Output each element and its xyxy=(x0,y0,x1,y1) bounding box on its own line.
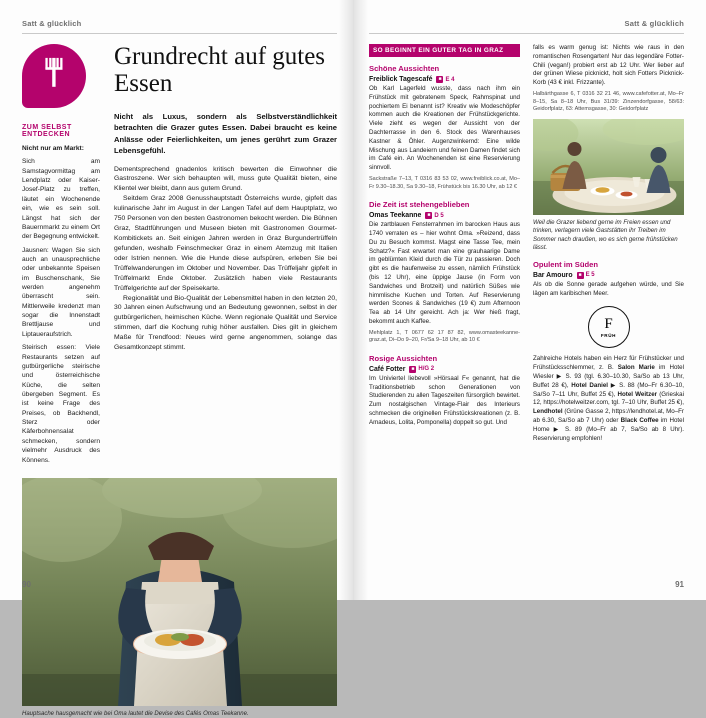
divider-right xyxy=(369,33,684,34)
divider-left xyxy=(22,33,337,34)
hotel-name: Hotel Weitzer xyxy=(617,390,658,398)
poi-paragraph: Im Univiertel liebevoll »Hörsaal F« genannt, hat die Traditionsbetrieb schon Generationen von Studierenden zu allen Tageszeiten fürsorglich bewirtet. Zum nostalgischen Vintage-Flair des Interieurs schmecken die originellen Frühstückskreationen (z. B. Amadeus, Lolita, Pomponella) doppelt so gut. Und xyxy=(369,374,520,426)
poi-description-freiblick xyxy=(369,85,520,191)
poi-omas-teekanne xyxy=(369,212,520,219)
body-paragraph: Dementsprechend gnadenlos kritisch bewerten die Einwohner die Gastroszene. Wer sich behaupten will, muss gute Qualität bieten, eine Klientel wer bleibt, dann aus gutem Grund. xyxy=(114,165,337,193)
left-sidebar xyxy=(22,44,100,469)
poi-bar-amouro xyxy=(533,272,684,279)
gutter-shadow-right xyxy=(354,0,368,600)
hotel-name: Lendhotel xyxy=(533,408,563,416)
poi-description-omas-teekanne xyxy=(369,221,520,345)
running-head-left-text: Satt & glücklich xyxy=(22,18,82,28)
poi-name: Freiblick Tagescafé xyxy=(369,76,433,83)
poi-name: Omas Teekanne xyxy=(369,212,422,220)
body-paragraph: Seitdem Graz 2008 Genusshauptstadt Österreichs wurde, gipfelt das kulinarische Jahr im August in der Langen Tafel auf dem Hauptplatz, wo 750 Personen von den besten Gastronomen bekocht werden. Die Bühnen Graz, Stadtführungen und Museen bieten mit Gastronomen Gourmet-Kombitickets an. Seit einigen Jahren werden in Graz Burgundertrüffeln gefunden, weshalb Feinschmecker Graz in einem Atemzug mit Italien oder Istrien nennen. Wie die Hunde diese aufspüren, erleben Sie bei Trüffelwanderungen im Oktober und November. Das Trüffeljahr gipfelt in Trüffelmarkt Ende Oktober. Zusätzlich haben viele Restaurants Trüffelgerichte auf der Speisekarte. xyxy=(114,195,337,292)
grid-reference xyxy=(577,272,595,279)
poi-name: Bar Amouro xyxy=(533,271,573,279)
hotel-detail: ▶ S. 88 (Mo–Fr 6.30–10, Sa/So 7–11 Uhr, Buffet 25 €), xyxy=(533,381,684,398)
seal-label: FRÜH xyxy=(600,332,617,338)
fork-logo-badge xyxy=(22,44,86,108)
right-column-2 xyxy=(533,44,684,446)
poi-description-cafe-fotter-continued xyxy=(533,44,684,114)
map-marker-icon: ■ xyxy=(578,271,582,278)
photo-caption-left: Hauptsache hausgemacht wie bei Oma lautet die Devise des Cafés Omas Teekanne. xyxy=(22,710,249,717)
poi-paragraph: falls es warm genug ist: Nichts wie raus in den romantischen Rosengarten! Nur das legendäre Fotter-Chili (vegan!) probiert erst ab 12 Uhr. Wer lieber auf der grünen Wiese picknickt, holt sich Fotters Picknick-Korb (43 € inkl. Frizzante). xyxy=(533,44,684,87)
map-marker-icon: ■ xyxy=(411,365,415,372)
running-head-right xyxy=(369,16,684,30)
hotel-breakfast-list xyxy=(533,355,684,443)
book-gutter xyxy=(353,0,354,600)
grid-reference xyxy=(436,76,454,83)
grid-reference-text: H/G 2 xyxy=(418,366,435,373)
lede-paragraph: Nicht als Luxus, sondern als Selbstverständlichkeit betrachten die Grazer gutes Essen. Dabei braucht es keine Anlässe oder Feierlichkeiten, um jenes gerührt zum Grazer Lebensgefühl. xyxy=(114,112,337,156)
left-page xyxy=(0,0,353,717)
left-columns xyxy=(22,44,337,469)
seal-glyph: F xyxy=(604,315,613,332)
poi-meta: Sackstraße 7–13, T 0316 83 53 02, www.freiblick.co.at, Mo–Fr 9.30–18.30, Sa 9.30–18, Frühstück bis 16.30 Uhr, ab 12 € xyxy=(369,175,520,190)
hotel-list-intro-text: Zahlreiche Hotels haben ein Herz für Frühstücker und Frühstücksschlemmer, z. B. xyxy=(533,355,684,372)
poi-cafe-fotter xyxy=(369,366,520,373)
subheading-rosige-aussichten: Rosige Aussichten xyxy=(369,353,438,363)
hotel-detail: im Hotel Wiesler ▶ S. 93 (tgl. 6.30–10.30, Sa/So ab 13 Uhr, Buffet 28 €), xyxy=(533,364,684,389)
poi-name: Café Fotter xyxy=(369,365,406,373)
poi-paragraph: Als ob die Sonne gerade aufgehen würde, und Sie lägen am karibischen Meer. xyxy=(533,280,684,297)
map-marker-icon: ■ xyxy=(438,76,442,82)
sidebar-heading xyxy=(22,144,100,153)
poi-meta: Mehlplatz 1, T 0677 62 17 87 82, www.omasteekanne-graz.at, Di–Do 9–20, Fr/Sa 9–18 Uhr, ab 10 € xyxy=(369,329,520,344)
sidebar-paragraph: Jausnen: Wagen Sie sich auch an unausprechliche oder unbekannte Speisen im Buschenschank, Sie werden angenehm überrascht sein. Mittlerweile kredenzt man sogar die Innenstadt Brettljause und Liptaueraufstrich. xyxy=(22,246,100,338)
sidebar-heading-text: Nicht nur am Markt: xyxy=(22,145,84,152)
fork-icon xyxy=(43,58,65,93)
body-text xyxy=(114,165,337,354)
photo-block-left xyxy=(22,478,337,718)
hotel-list-intro xyxy=(533,355,684,443)
right-column-1 xyxy=(369,44,520,446)
poi-freiblick-tagescafe xyxy=(369,76,520,83)
body-paragraph: Regionalität und Bio-Qualität der Lebensmittel haben in den letzten 20, 30 Jahren einen Aufschwung und an Bedeutung gewonnen, selbst in der gutbürgerlichen, heimischen Küche. Wenn regionale Qualität und Service stimmen, darf die Kochung ruhig höher ausfallen. Dies gilt in gleichem Maße für Trendfood: Neues wird gerne angenommen, solange das Gesamtkonzept stimmt. xyxy=(114,294,337,352)
grid-reference-text: E 4 xyxy=(445,76,455,83)
running-head-left xyxy=(22,16,337,30)
running-head-right-text: Satt & glücklich xyxy=(624,18,684,28)
breakfast-seal-icon xyxy=(588,306,630,348)
hotel-detail: (Grüne Gasse 2, https://lendhotel.at, Mo–Fr ab 6.30, Sa/So ab 7 Uhr) oder xyxy=(533,408,684,425)
photo-caption-right: Weil die Grazer liebend gerne im Freien essen und trinken, verlagern viele Gaststätten ihr Treiben im Sommer nach draußen, wo es sich gerne frühstücken lässt. xyxy=(533,218,678,252)
hotel-name: Black Coffee xyxy=(620,417,659,425)
hotel-name: Hotel Daniel xyxy=(571,381,608,389)
grid-reference-text: D 5 xyxy=(434,212,444,219)
right-page xyxy=(353,0,706,600)
sidebar-paragraph: Steirisch essen: Viele Restaurants setzen auf gutbürgerliche steirische und österreichische Küche, die selten übergeben Segment. Es ist keine Frage des Preises, ob Backhendl, Sterz oder Käferbohnensalat schmecken, sondern vielmehr Ausdruck des Könnens. xyxy=(22,344,100,464)
grid-reference xyxy=(409,366,434,373)
map-marker-icon: ■ xyxy=(427,212,431,219)
hotel-detail: im Hotel Home ▶ S. 89 (Mo–Fr ab 7, Sa/So ab 8 Uhr). Reservierung empfohlen! xyxy=(533,417,684,442)
poi-description-cafe-fotter xyxy=(369,375,520,428)
left-main-column xyxy=(114,44,337,469)
folio-left: 90 xyxy=(22,580,31,589)
poi-paragraph: Die zartblauen Fensterrahmen im barocken Haus aus 1740 verraten es – hier wohnt Oma. »Reizend, dass Du zu Besuch kommst. Magst eine Tasse Tee, mein Schatz?« Fast erwartet man eine grauhaarige Dame im geblümten Kleid durch die Tür zu passieren. Doch gibt es die haufenweise zu essen, nämlich Frühstück (bis 12 Uhr), eine üppige Jause (in Form von Sandwiches und Brotzeit) und natürlich Süßes wie himmlische Kuchen und Torten. Auf Reservierung werden Scones & Sandwiches (19 €) zum Afternoon Tea ab 14 Uhr gereicht. Ach ja: Wer hieß fragt, bekommt auch Kaffee. xyxy=(369,221,520,325)
sidebar-paragraph: Sich am Samstagvormittag am Lendplatz oder Kaiser-Josef-Platz zu treffen, läutet ein Wochenende ein, wie es sein soll. Längst hat sich der Bauernmarkt zu einem Ort der Begegnung entwickelt. xyxy=(22,158,100,241)
photo-picnic-outdoor xyxy=(533,119,684,215)
subheading-schoene-aussichten: Schöne Aussichten xyxy=(369,64,440,73)
subheading-zeit-stehengeblieben: Die Zeit ist stehengeblieben xyxy=(369,200,470,210)
right-columns xyxy=(369,44,684,446)
grid-reference-text: E 5 xyxy=(585,272,595,279)
page-title: Grundrecht auf gutes Essen xyxy=(114,43,326,97)
poi-description-bar-amouro xyxy=(533,281,684,299)
sidebar-body xyxy=(22,144,100,465)
poi-paragraph: Ob Karl Lagerfeld wusste, dass nach ihm ein Frühstück mit gebratenem Speck, Rahmspinat und pochiertem Ei benannt ist? Kreativ wie Modeschöpfer kommen auch die Kreationen der Frühstückgerichte. Viele zieht es wegen der Aussicht von der Dachterrasse in den 6. Stock des Warenhauses Kastner & Öhler. Augenzwinkernd: Eine wilde Mischung aus Landeiern und feinen Damen findet sich im Café ein. An Wochenenden ist eine Reservierung sinnvoll. xyxy=(369,85,520,172)
subheading-opulent-im-sueden: Opulent im Süden xyxy=(533,259,598,269)
hotel-name: Salon Marie xyxy=(617,364,655,372)
box-header: SO BEGINNT EIN GUTER TAG IN GRAZ xyxy=(369,44,520,57)
poi-meta: Halbärthgasse 6, T 0316 32 21 46, www.cafefotter.at, Mo–Fr 8–15, Sa 8–18 Uhr, Bus 31/39: Zinzendorfgasse, 58/63: Geidorfplatz, 63: Attemsgasse, 30: Geidorfplatz xyxy=(533,90,684,113)
grid-reference xyxy=(425,212,443,219)
hotel-detail: (Grieskai 12, https://hotelweitzer.com, tgl. 7–10 Uhr, Buffet 25 €), xyxy=(533,390,684,407)
photo-woman-with-plate xyxy=(22,478,337,706)
gutter-shadow-left xyxy=(339,0,353,600)
folio-right: 91 xyxy=(675,580,684,589)
sidebar-kicker: ZUM SELBST ENTDECKEN xyxy=(22,124,72,138)
